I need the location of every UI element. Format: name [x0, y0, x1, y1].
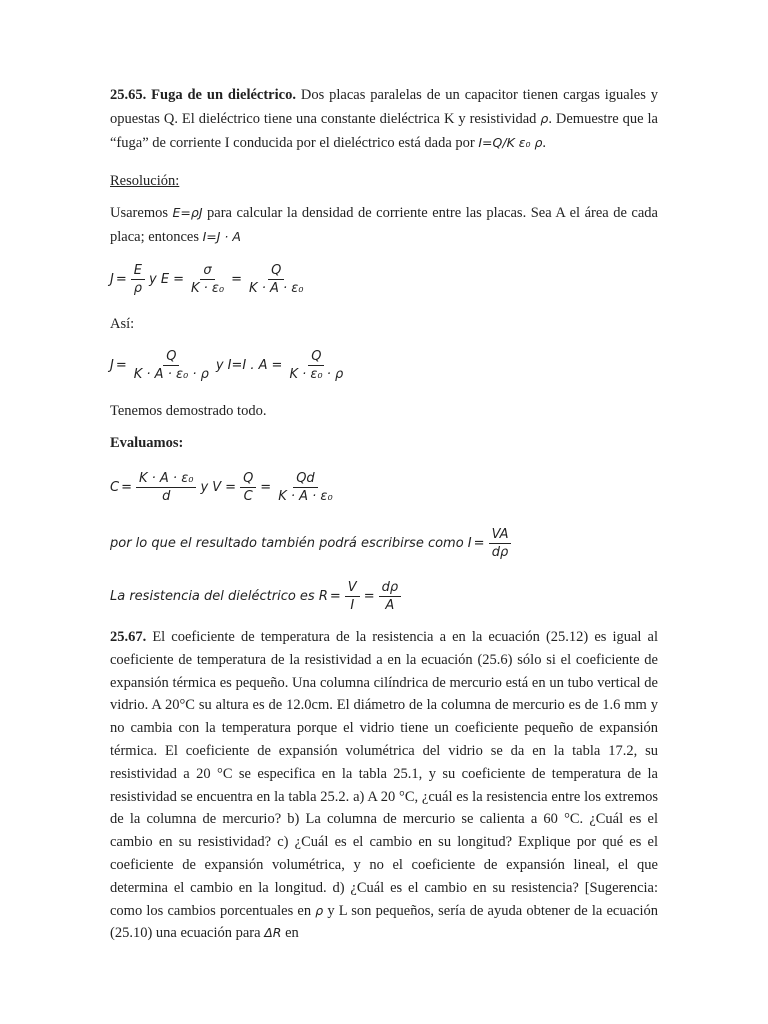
problem-text: El coeficiente de temperatura de la resistencia a en la ecuación (25.12) es igual al coeficiente de temperatura de la resistividad a en la ecuación (25.6) sólo si el coeficiente de expansión térmica es pequeño. Una columna cilíndrica de mercurio está en un tubo vertical de vidrio. A 20°C su altura es de 12.0cm. El diámetro de la columna de mercurio es de 1.6 mm y no cambia con la temperatura porque el vidrio tiene un coeficiente pequeño de expansión térmica. El coeficiente de expansión volumétrica del vidrio se da en la tabla 17.2, su resistividad a 20 °C se especifica en la tabla 25.1, y su coeficiente de temperatura de la resistividad se encuentra en la tabla 25.2. a) A 20 °C, ¿cuál es la resistencia entre los extremos de la columna de mercurio? b) La columna de mercurio se calienta a 60 °C. ¿Cuál es el cambio en su resistividad? c) ¿Cuál es el cambio en su longitud? Explique por qué es el coeficiente de expansión volumétrica, y no el coeficiente de expansión lineal, el que determina el cambio en la longitud. d) ¿Cuál es el cambio en su resistencia? [Sugerencia: como los cambios porcentuales en — [110, 629, 658, 919]
problem-title: 25.65. Fuga de un dieléctrico. — [110, 87, 296, 103]
fraction — [379, 580, 402, 613]
problem-25-67 — [110, 626, 658, 945]
fraction — [345, 580, 360, 613]
asi-line — [110, 313, 658, 336]
fraction — [489, 527, 512, 560]
fraction — [275, 471, 335, 504]
denominator: ρ — [133, 280, 143, 296]
eq-mid: y E — [149, 271, 170, 287]
usaremos-text-cont: para calcular la densidad de corriente entre las placas. Sea A el área de cada placa; entonces — [110, 205, 658, 245]
eq-mid: y I=I . A — [215, 357, 268, 373]
denominator: K · A · ε₀ — [278, 488, 333, 504]
inline-formula-i-ja: I=J · A — [202, 229, 241, 244]
problem-text-cont: . Demuestre que la “fuga” de corriente I conducida por el dieléctrico está dada por — [110, 111, 658, 151]
fraction — [246, 263, 306, 296]
numerator: Q — [308, 349, 324, 366]
equation-2 — [110, 345, 658, 385]
resolution-label: Resolución: — [110, 173, 180, 189]
eq-sign: = — [363, 588, 375, 604]
numerator: Q — [240, 471, 256, 488]
problem-title: 25.67. — [110, 629, 147, 645]
eq-sign: = — [173, 271, 184, 287]
eq-sign: = — [121, 479, 132, 495]
fraction — [188, 263, 227, 296]
numerator: Q — [268, 263, 284, 280]
resolution-heading — [110, 170, 658, 193]
fraction — [131, 349, 212, 382]
eq-symbol: C — [110, 479, 120, 495]
eq-sign: = — [473, 535, 485, 551]
tenemos-line — [110, 400, 658, 423]
fraction — [286, 349, 346, 382]
fraction — [131, 263, 145, 296]
eq-mid: y V — [200, 479, 222, 495]
problem-25-65 — [110, 84, 658, 155]
denominator: K · A · ε₀ · ρ — [133, 366, 209, 382]
eq-sign: = — [115, 357, 127, 373]
equation-1 — [110, 259, 658, 299]
fraction — [240, 471, 256, 504]
eq-sign: = — [231, 271, 243, 287]
rho-symbol: ρ — [315, 902, 324, 918]
numerator: Q — [163, 349, 179, 366]
equation-5 — [110, 576, 658, 616]
inline-formula: I=Q/K ε₀ ρ — [478, 135, 543, 150]
denominator: C — [243, 488, 253, 504]
numerator: dρ — [379, 580, 402, 597]
problem-text: Dos placas paralelas de un capacitor tienen cargas iguales y opuestas Q. El dieléctrico tiene una constante dieléctrica K y resistividad — [110, 87, 658, 127]
numerator: V — [345, 580, 360, 597]
tenemos-text: Tenemos demostrado todo. — [110, 403, 267, 419]
eq-sign: = — [271, 357, 283, 373]
evaluamos-text: Evaluamos: — [110, 435, 184, 451]
problem-text-cont: y L son pequeños, sería de ayuda obtener de la ecuación (25.10) una ecuación para — [110, 902, 658, 942]
numerator: Qd — [293, 471, 317, 488]
denominator: A — [385, 597, 395, 613]
eq-text: por lo que el resultado también podrá escribirse como I — [110, 535, 472, 551]
equation-4 — [110, 523, 658, 563]
eq-sign: = — [260, 479, 272, 495]
denominator: K · A · ε₀ — [249, 280, 304, 296]
eq-sign: = — [115, 271, 127, 287]
denominator: K · ε₀ · ρ — [289, 366, 344, 382]
asi-text: Así: — [110, 316, 135, 332]
eq-sign: = — [329, 588, 341, 604]
denominator: K · ε₀ — [190, 280, 225, 296]
numerator: σ — [200, 263, 214, 280]
eq-sign: = — [225, 479, 237, 495]
period: . — [542, 135, 547, 151]
fraction — [136, 471, 196, 504]
evaluamos-heading — [110, 432, 658, 455]
problem-text-end: en — [281, 925, 299, 942]
usaremos-paragraph — [110, 201, 658, 249]
usaremos-text: Usaremos — [110, 205, 173, 221]
equation-3 — [110, 467, 658, 507]
denominator: dρ — [491, 544, 509, 560]
numerator: E — [131, 263, 145, 280]
denominator: I — [350, 597, 355, 613]
eq-symbol: J — [110, 271, 114, 287]
delta-r-symbol: ΔR — [264, 925, 282, 941]
numerator: K · A · ε₀ — [136, 471, 196, 488]
eq-symbol: J — [110, 357, 114, 373]
numerator: VA — [489, 527, 512, 544]
eq-text: La resistencia del dieléctrico es R — [110, 588, 328, 604]
inline-formula-e-rho-j: E=ρJ — [172, 205, 203, 220]
rho-symbol: ρ — [540, 111, 549, 126]
denominator: d — [162, 488, 171, 504]
